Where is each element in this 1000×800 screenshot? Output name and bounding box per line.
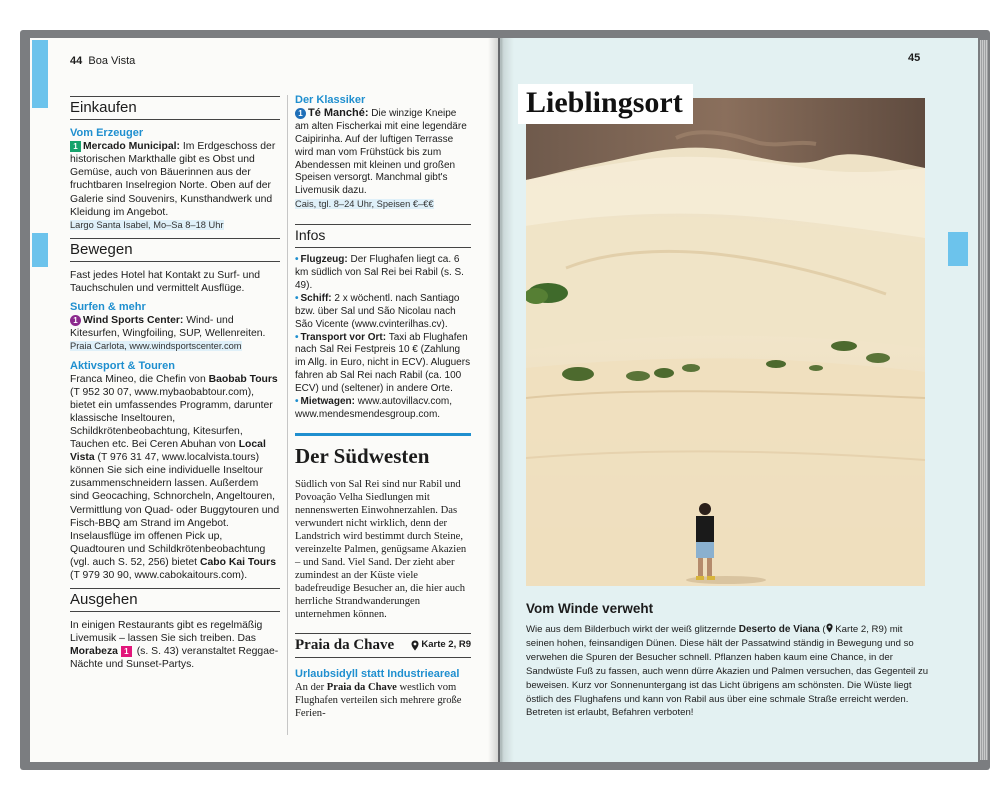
caption-title: Vom Winde verweht bbox=[526, 601, 654, 616]
info-label: Mietwagen: bbox=[300, 396, 355, 408]
photo-caption bbox=[526, 601, 931, 720]
thumb-tab bbox=[32, 233, 48, 267]
text-run: Wie aus dem Bilderbuch wirkt der weiß glitzernde bbox=[526, 624, 737, 635]
subheading-urlaubsidyll: Urlaubsidyll statt Industrieareal bbox=[295, 667, 460, 680]
text-run: mit seinen hohen, feinsandigen Dünen. Diese hält der Passatwind ständig in Bewegung und so verwehen die Spuren der Besucher schnell. Pflanzen haben kaum eine Chance, in der Sandwüste Fuß zu fassen, auch wenn dürre Akazien und Palmen versuchen, das Gegenteil zu beweisen. Kurz vor Sonnenuntergang ist das Licht übrigens am schönsten. Die Wüste liegt östlich des Flughafens und kann von Rabil aus über eine schmale Straße erreicht werden. Betreten ist erlaubt, Befahren verboten! bbox=[526, 624, 929, 719]
section-heading-einkaufen: Einkaufen bbox=[70, 96, 280, 120]
region-intro: Südlich von Sal Rei sind nur Rabil und Povoação Velha Siedlungen mit nennenswerten Einwohnerzahlen. Das verwundert nicht wirklich, denn der Landstrich wird bestimmt durch Steine, vereinzelte Palmen, genügsame Akazien – und Sand. Viel Sand. Der zieht aber zumindest an der Küste viele badefreudige Besucher an, die hier auch herrliche Strandwanderungen unternehmen können. bbox=[295, 478, 467, 620]
thumb-tab bbox=[32, 40, 48, 108]
place-heading-row bbox=[295, 633, 471, 658]
right-running-head bbox=[908, 52, 920, 64]
entry-address: Praia Carlota, www.windsportscenter.com bbox=[70, 341, 242, 352]
subheading-aktivsport: Aktivsport & Touren bbox=[70, 359, 175, 372]
entry-title: Wind Sports Center: bbox=[83, 315, 184, 327]
entry-number-badge: 1 bbox=[70, 315, 81, 326]
feature-title: Lieblingsort bbox=[526, 86, 683, 119]
right-page-number: 45 bbox=[908, 52, 921, 64]
entry-address: Largo Santa Isabel, Mo–Sa 8–18 Uhr bbox=[70, 219, 224, 230]
map-reference bbox=[411, 639, 471, 652]
text-run: Franca Mineo, die Chefin von bbox=[70, 373, 206, 385]
entry-number-badge: 1 bbox=[295, 108, 306, 119]
region-rule bbox=[295, 433, 471, 436]
text-run: (T 976 31 47, www.localvista.tours) können Sie sich eine individuelle Inseltour zusammenschneidern lassen. Außerdem sind Geocaching, Schnorcheln, Angeltouren, Vermittlung von Quad- oder Buggytouren und Fisch-BBQ am Strand im Angebot. Inselausflüge im offenen Pick up, Quadtouren und Schildkrötenbeobachtung (vgl. auch S. 52, 256) bietet bbox=[70, 452, 280, 568]
entry-title: Mercado Municipal: bbox=[83, 141, 180, 153]
subheading-surfen: Surfen & mehr bbox=[70, 301, 146, 314]
right-column bbox=[295, 94, 471, 720]
left-running-head bbox=[70, 55, 135, 67]
business-name: Cabo Kai Tours bbox=[199, 556, 276, 568]
bewegen-intro: Fast jedes Hotel hat Kontakt zu Surf- und Tauchschulen und vermittelt Ausflüge. bbox=[70, 269, 261, 295]
section-heading-ausgehen: Ausgehen bbox=[70, 588, 280, 612]
info-text: Taxi ab Flughafen nach Sal Rei Festpreis 10 € (Zahlung im Allg. in Euro, nicht in ECV). Aluguers fahren ab Sal Rei nach Rabil (ca. 100 ECV) und (seltener) in andere Orte. bbox=[295, 331, 471, 395]
map-ref-text: Karte 2, R9 bbox=[421, 638, 471, 650]
place-name-inline: Deserto de Viana bbox=[738, 624, 820, 635]
info-label: Transport vor Ort: bbox=[300, 331, 387, 343]
info-text: 2 x wöchentl. nach Santiago bzw. über Sal und São Nicolau nach São Vicente (www.cvinterilhas.cv). bbox=[295, 292, 460, 330]
business-name: Morabeza bbox=[70, 646, 118, 658]
aktivsport-text bbox=[70, 373, 280, 583]
ausgehen-text bbox=[70, 619, 280, 671]
map-ref-text: Karte 2, R9 bbox=[835, 624, 884, 635]
section-heading-bewegen: Bewegen bbox=[70, 238, 280, 262]
text-run: An der bbox=[295, 681, 325, 693]
entry-address: Cais, tgl. 8–24 Uhr, Speisen €–€€ bbox=[295, 199, 434, 210]
entry-text: Die winzige Kneipe am alten Fischerkai mit eine legendäre Caipirinha. Auf der luftigen Terrasse wird man vom Frühstück bis zum Abendessen mit kleinen und großen Speisen versorgt. Manchmal gibt's Livemusik dazu. bbox=[295, 107, 467, 197]
business-name: Baobab Tours bbox=[208, 373, 278, 385]
entry-mercado bbox=[70, 140, 280, 219]
entry-text: Im Erdgeschoss der historischen Markthalle gibt es Obst und Gemüse, auch von Bäuerinnen aus der fruchtbaren Inselregion Norte. Oben auf der Galerie sind Souvenirs, Kunsthandwerk und Kleidung im Angebot. bbox=[70, 141, 276, 218]
page-edges bbox=[980, 40, 988, 760]
entry-text: Wind- und Kitesurfen, Wingfoiling, SUP, Wellenreiten. bbox=[70, 315, 266, 340]
running-head-title: Boa Vista bbox=[88, 55, 136, 67]
text-run: (T 979 30 90, www.cabokaitours.com). bbox=[70, 570, 248, 581]
entry-wind-sports bbox=[70, 314, 280, 340]
text-run: (s. S. 43) veranstaltet Reggae-Nächte und Sunset-Partys. bbox=[70, 646, 279, 671]
info-text: www.autovillacv.com, www.mendesmendesgroup.com. bbox=[295, 396, 453, 420]
info-label: Schiff: bbox=[300, 292, 332, 304]
entry-title: Té Manché: bbox=[308, 106, 369, 119]
desert-photo-image bbox=[526, 98, 925, 586]
caption-text: Wie aus dem Bilderbuch wirkt der weiß glitzernde Deserto de Viana ( Karte 2, R9) mit seinen hohen, feinsandigen Dünen. Diese hält der Passatwind ständig in Bewegung und so verwehen die Spuren der Besucher schnell. Pflanzen haben kaum eine Chance, in der Sandwüste Fuß zu fassen, auch wenn dürre Akazien und Palmen versuchen, das Gegenteil zu beweisen. Kurz vor Sonnenuntergang ist das Licht übrigens am schönsten. Die Wüste liegt östlich des Flughafens und kann von Rabil aus über eine schmale Straße erreicht werden. Betreten ist erlaubt, Befahren verboten! bbox=[526, 624, 929, 719]
praia-text bbox=[295, 681, 471, 720]
feature-title-box bbox=[518, 84, 693, 124]
map-pin-icon bbox=[826, 623, 833, 633]
info-item: • Mietwagen: www.autovillacv.com, www.mendesmendesgroup.com. bbox=[295, 396, 453, 420]
place-name: Praia da Chave bbox=[295, 636, 395, 653]
place-name-inline: Praia da Chave bbox=[326, 681, 397, 693]
book-gutter bbox=[488, 38, 514, 762]
column-divider bbox=[287, 95, 288, 735]
infos-section bbox=[295, 224, 471, 422]
subheading-klassiker: Der Klassiker bbox=[295, 94, 366, 106]
entry-number-badge: 1 bbox=[70, 141, 81, 152]
entry-number-badge: 1 bbox=[121, 646, 132, 657]
region-title: Der Südwesten bbox=[295, 443, 430, 468]
info-item: • Schiff: 2 x wöchentl. nach Santiago bzw. über Sal und São Nicolau nach São Vicente (www.cvinterilhas.cv). bbox=[295, 292, 460, 330]
left-column bbox=[70, 96, 280, 672]
thumb-tab bbox=[948, 232, 968, 266]
text-run: In einigen Restaurants gibt es regelmäßig Livemusik – lassen Sie sich treiben. Das bbox=[70, 620, 263, 645]
section-heading-infos: Infos bbox=[295, 224, 471, 248]
left-page-number: 44 bbox=[70, 55, 83, 67]
info-text: Der Flughafen liegt ca. 6 km südlich von Sal Rei bei Rabil (s. S. 49). bbox=[295, 254, 464, 291]
subheading-vom-erzeuger: Vom Erzeuger bbox=[70, 127, 144, 140]
text-run: westlich vom Flughafen verteilen sich mehrere große Ferien- bbox=[295, 681, 462, 719]
map-pin-icon bbox=[411, 640, 419, 651]
info-item: • Flugzeug: Der Flughafen liegt ca. 6 km südlich von Sal Rei bei Rabil (s. S. 49). bbox=[295, 254, 464, 291]
entry-te-manche bbox=[295, 107, 471, 198]
business-name: Local Vista bbox=[70, 439, 266, 464]
text-run: (T 952 30 07, www.mybaobabtour.com), bietet ein umfassendes Programm, darunter klassische Inseltouren, Schildkrötenbeobachtung, Kitesurfen, Tauchen etc. Bei Ceren Abuhan von bbox=[70, 386, 273, 451]
info-label: Flugzeug: bbox=[300, 254, 348, 266]
info-item: • Transport vor Ort: Taxi ab Flughafen nach Sal Rei Festpreis 10 € (Zahlung im Allg. in Euro, nicht in ECV). Aluguers fahren ab Sal Rei nach Rabil (ca. 100 ECV) und (seltener) in andere Orte. bbox=[295, 331, 471, 395]
desert-photo bbox=[526, 98, 925, 586]
